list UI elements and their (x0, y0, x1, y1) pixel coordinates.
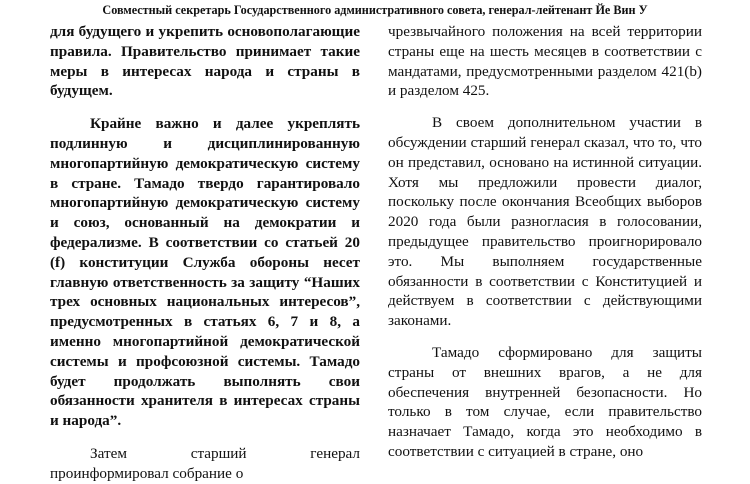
page-header: Совместный секретарь Государственного административного совета, генерал-лейтенант Йе Вин У (102, 3, 648, 17)
right-paragraph-2: В своем дополнительном участии в обсуждении старший генерал сказал, что то, что он представил, основано на истинной ситуации. Хотя мы предложили провести диалог, поскольку после окончания Всеобщих выборов 2020 года были разногласия в голосовании, предыдущее правительство проигнорировало это. Мы выполняем государственные обязанности в соответствии с Конституцией и действуем в соответствии с действующими законами. (388, 114, 702, 330)
left-paragraph-1: для будущего и укрепить основополагающие правила. Правительство принимает такие меры в интересах народа и страны в будущем. (50, 23, 360, 100)
right-column (388, 22, 702, 462)
left-paragraph-2: Крайне важно и далее укреплять подлинную и дисциплинированную многопартийную демократическую систему в стране. Тамадо твердо гарантировало многопартийную демократическую систему и союз, основанный на демократии и федерализме. В соответствии со статьей 20 (f) конституции Служба обороны несет главную ответственность за защиту “Наших трех основных национальных интересов”, предусмотренных в статьях 6, 7 и 8, а именно многопартийной демократической системы и профсоюзной системы. Тамадо будет продолжать выполнять свои обязанности хранителя в интересах страны и народа”. (50, 115, 360, 430)
right-paragraph-1: чрезвычайного положения на всей территории страны еще на шесть месяцев в соответствии с мандатами, предусмотренными разделом 421(b) и разделом 425. (388, 23, 702, 100)
left-column (50, 22, 360, 484)
right-paragraph-3: Тамадо сформировано для защиты страны от внешних врагов, а не для обеспечения внутренней безопасности. Но только в том случае, если правительство назначает Тамадо, когда это необходимо в соответствии с ситуацией в стране, оно (388, 343, 702, 460)
left-paragraph-3: Затем старший генерал проинформировал собрание о (50, 444, 360, 482)
